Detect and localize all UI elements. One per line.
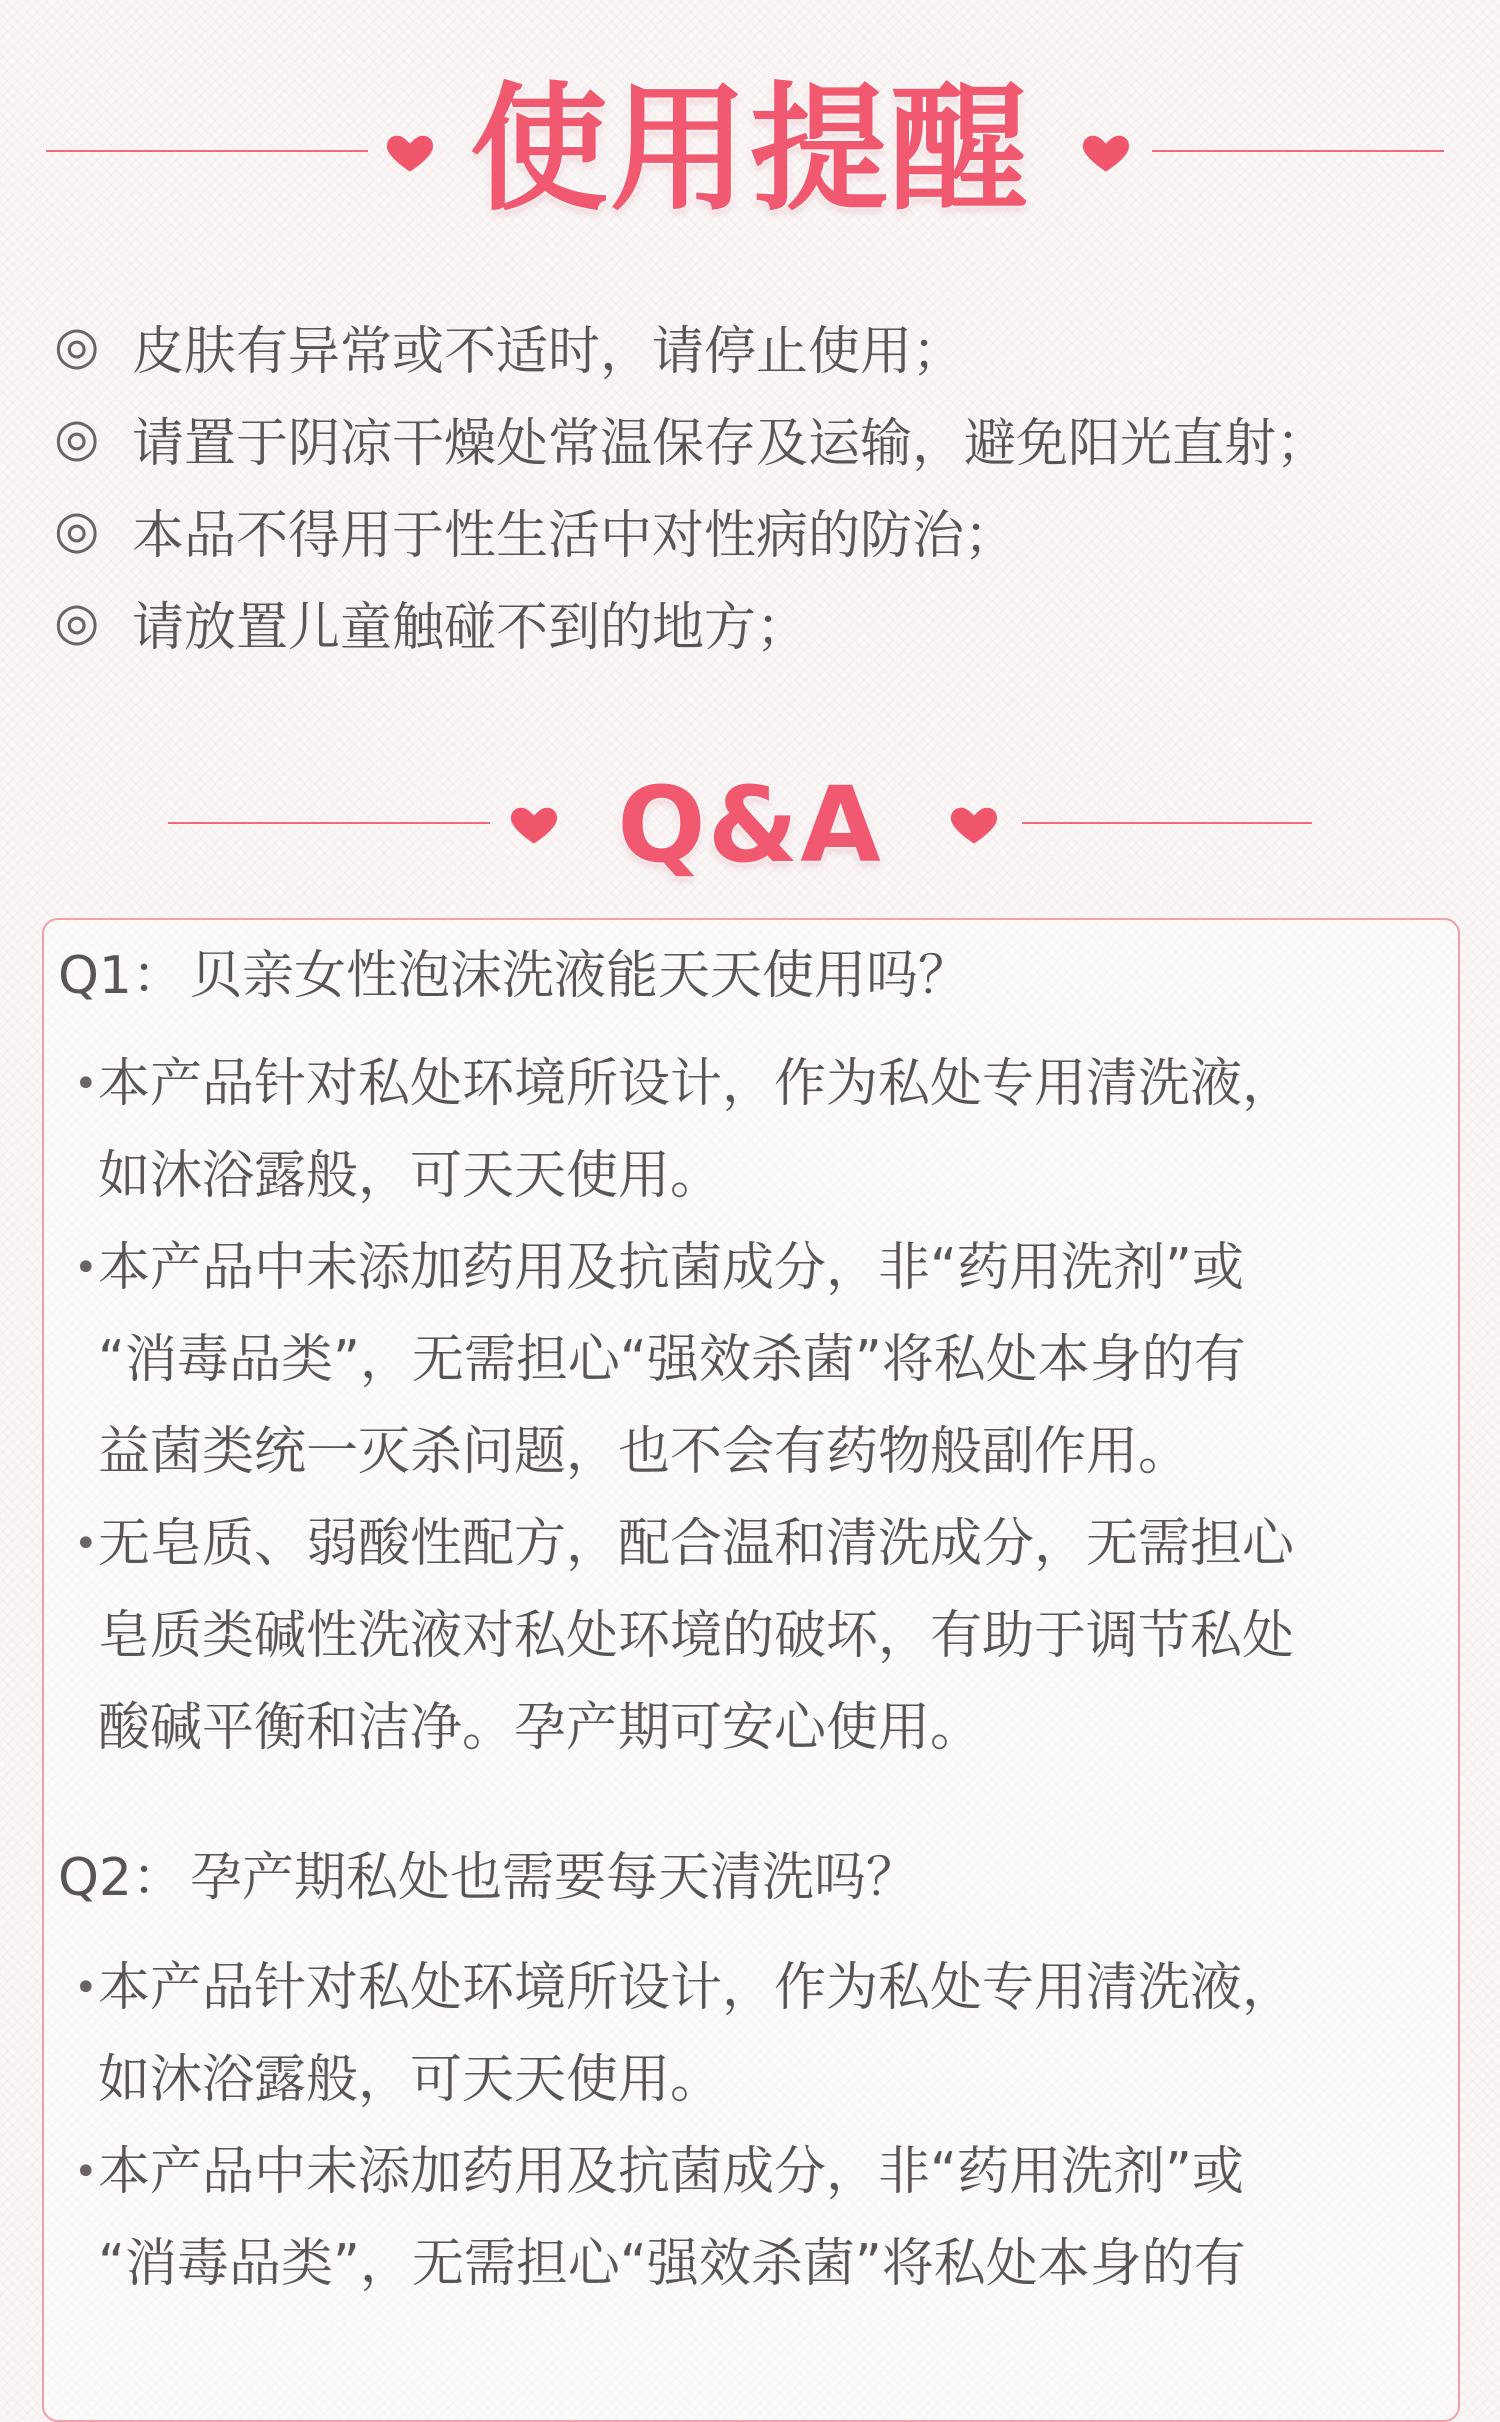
answer-line: 无皂质、弱酸性配方，配合温和清洗成分，无需担心 [98, 1514, 1295, 1574]
answer-list-2 [74, 1942, 1458, 2310]
bullet-dot: • [74, 2149, 98, 2195]
section-heading-qa [0, 760, 1500, 890]
answer-item [74, 1222, 1458, 1498]
bullet-dot: • [74, 1245, 98, 1291]
heart-icon [948, 798, 1000, 850]
section-heading-reminders [0, 60, 1500, 240]
answer-line: 皂质类碱性洗液对私处环境的破坏，有助于调节私处 [98, 1606, 1295, 1666]
question-text: 贝亲女性泡沫洗液能天天使用吗？ [190, 946, 971, 1006]
bullet-dot: • [74, 1061, 98, 1107]
reminder-text: 请放置儿童触碰不到的地方； [132, 597, 809, 658]
answer-item [74, 1498, 1458, 1774]
answer-line: “消毒品类”，无需担心“强效杀菌”将私处本身的有 [98, 2234, 1246, 2294]
question-text: 孕产期私处也需要每天清洗吗？ [190, 1848, 919, 1908]
reminder-text: 本品不得用于性生活中对性病的防治； [132, 505, 1017, 566]
reminder-item [54, 300, 1474, 392]
question-2 [58, 1832, 918, 1924]
answer-line: 本产品中未添加药用及抗菌成分，非“药用洗剂”或 [98, 2142, 1244, 2202]
answer-line: 酸碱平衡和洁净。孕产期可安心使用。 [98, 1698, 983, 1758]
reminder-item [54, 484, 1474, 576]
answer-line: 如沐浴露般，可天天使用。 [98, 2050, 723, 2110]
bullet-dot: • [74, 1521, 98, 1567]
reminder-item [54, 576, 1474, 668]
page-title: 使用提醒 [469, 69, 1030, 230]
answer-line: 本产品针对私处环境所设计，作为私处专用清洗液， [98, 1958, 1295, 2018]
section-title: Q&A [617, 764, 883, 886]
answer-list-1 [74, 1038, 1458, 1774]
bullet-dot: • [74, 1965, 98, 2011]
question-1 [58, 930, 970, 1022]
bullseye-icon: ◎ [54, 592, 100, 652]
bullseye-icon: ◎ [54, 408, 100, 468]
bullseye-icon: ◎ [54, 316, 100, 376]
qa-card [42, 918, 1460, 2422]
answer-line: 本产品针对私处环境所设计，作为私处专用清洗液， [98, 1054, 1295, 1114]
reminder-item [54, 392, 1474, 484]
answer-line: 如沐浴露般，可天天使用。 [98, 1146, 723, 1206]
heart-icon [1080, 126, 1132, 178]
divider-line-right [1152, 150, 1444, 152]
answer-line: 本产品中未添加药用及抗菌成分，非“药用洗剂”或 [98, 1238, 1244, 1298]
reminder-text: 皮肤有异常或不适时，请停止使用； [132, 321, 965, 382]
answer-item [74, 2126, 1458, 2310]
divider-line-right [1022, 822, 1312, 824]
question-number: Q1： [58, 946, 185, 1006]
reminder-text: 请置于阴凉干燥处常温保存及运输，避免阳光直射； [132, 413, 1329, 474]
answer-item [74, 1942, 1458, 2126]
bullseye-icon: ◎ [54, 500, 100, 560]
reminder-list [54, 300, 1474, 668]
answer-line: 益菌类统一灭杀问题，也不会有药物般副作用。 [98, 1422, 1191, 1482]
question-number: Q2： [58, 1848, 185, 1908]
answer-item [74, 1038, 1458, 1222]
answer-line: “消毒品类”，无需担心“强效杀菌”将私处本身的有 [98, 1330, 1246, 1390]
